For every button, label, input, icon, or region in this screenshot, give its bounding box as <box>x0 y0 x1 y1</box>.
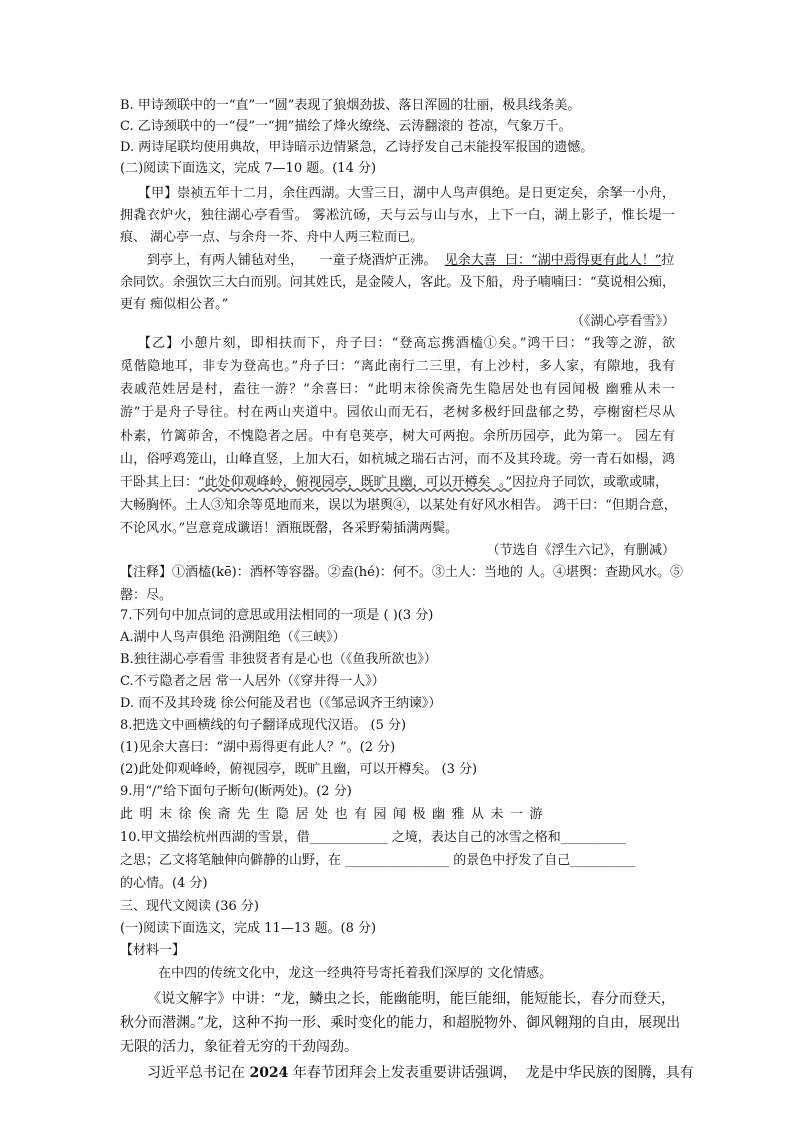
passage-yi-line: 觅偕隐地耳，非专为登高也。”舟子曰：“离此南行二三里，有上沙村，多人家，有隙地，我有 <box>120 359 675 374</box>
question-9-text: 此明末徐俟斋先生隐居处也有园闻极幽雅从未一游 <box>120 807 550 822</box>
material-paragraph <box>147 1063 694 1083</box>
question-8-sub-1: (1)见余大喜曰：“湖中焉得更有此人？”。(2 分) <box>120 740 396 755</box>
passage-yi-source: （节选自《浮生六记》，有删减） <box>486 543 675 558</box>
passage-jia-line: 拥毳衣炉火，独往湖心亭看雪。 雾凇沆砀，天与云与山与水，上下一白，湖上影子，惟长堤一 <box>120 208 675 223</box>
question-10-line: 的心情。(4 分) <box>120 876 208 891</box>
section-3-header: 三、现代文阅读 (36 分) <box>120 899 259 914</box>
passage-text: 因拉舟子同饮，或歌或啸， <box>512 475 669 490</box>
passage-jia-line: 痕、 湖心亭一点、与余舟一芥、舟中人两三粒而已。 <box>120 230 424 245</box>
year-text: 2024 <box>249 1065 289 1081</box>
passage-yi-line: 【乙】小憩片刻，即相扶而下，舟子曰：“登高忘携酒榼①矣。”鸿干曰：“我等之游，欲 <box>138 336 675 351</box>
passage-yi-line: 游”于是舟子导往。村在两山夹道中。园依山而无石，老树多极纡回盘郁之势，亭榭窗栏尽从 <box>120 405 675 420</box>
question-7-option-b: B.独往湖心亭看雪 非独贤者有是心也（《鱼我所欲也》） <box>120 652 437 667</box>
section-2-header: (二)阅读下面选文，完成 7—10 题。(14 分) <box>120 161 377 176</box>
passage-yi-line: 朴素，竹篱茆舍，不愧隐者之居。中有皂荚亭，树大可两抱。余所历园亭，此为第一。 园左有 <box>120 429 675 444</box>
passage-yi-line: 表戚范姓居是村，盍往一游？”余喜曰：“此明末徐俟斋先生隐居处也有园闻极 幽雅从未一 <box>120 382 675 397</box>
question-7-option-d: D. 而不及其玲珑 徐公何能及君也（《邹忌讽齐王纳谏》） <box>120 696 442 711</box>
passage-jia-line <box>147 251 675 271</box>
passage-jia-line: 【甲】崇祯五年十二月，余住西湖。大雪三日，湖中人鸟声俱绝。是日更定矣，余拏一小舟， <box>138 186 675 201</box>
option-d: D. 两诗尾联均使用典故，甲诗暗示边情紧急，乙诗抒发自己未能投军报国的遗憾。 <box>120 140 594 155</box>
passage-text: 年春节团拜会上发表重要讲话强调， 龙是中华民族的图腾，具有 <box>288 1065 694 1081</box>
question-8-sub-2: (2)此处仰观峰岭，俯视园亭，既旷且幽，可以开樽矣。 (3 分) <box>120 762 478 777</box>
passage-text: 拉 <box>661 253 675 268</box>
annotation-line: 罄：尽。 <box>120 588 173 603</box>
passage-yi-line <box>120 473 675 493</box>
question-10-line: 10.甲文描绘杭州西湖的雪景，借____________ 之境，表达自己的冰雪之格和__________ <box>120 830 626 845</box>
question-7-option-a: A.湖中人鸟声俱绝 沿溯阻绝（《三峡》） <box>120 630 346 645</box>
passage-yi-line: 大畅胸怀。土人③知余等觅地而来，误以为堪舆④，以某处有好风水相告。 鸿干曰：“但期合意， <box>120 498 677 513</box>
annotation-line: 【注释】①酒榼(kē)：酒杯等容器。②盍(hé)：何不。③土人：当地的 人。④堪舆：查勘风水。⑤ <box>120 565 684 580</box>
material-paragraph: 在中四的传统文化中，龙这一经典符号寄托着我们深厚的 文化情感。 <box>158 966 553 981</box>
passage-text: 到亭上，有两人铺毡对坐， 一童子烧酒炉正沸。 <box>147 253 445 268</box>
question-10-line: 之思；乙文将笔触伸向僻静的山野，在 ________________ 的景色中抒发了自己__________ <box>120 853 636 868</box>
section-3-sub-header: (一)阅读下面选文，完成 11—13 题。(8 分) <box>120 921 377 936</box>
question-8-stem: 8.把选文中画横线的句子翻译成现代汉语。 (5 分) <box>120 718 407 733</box>
passage-jia-source: （《湖心亭看雪》） <box>570 314 675 329</box>
question-7-option-c: C.不亏隐者之居 常一人居外（《穿井得一人》） <box>120 674 385 689</box>
passage-jia-line: 更有 痴似相公者。” <box>120 297 229 312</box>
material-paragraph: 无限的活力，象征着无穷的干劲闯劲。 <box>120 1039 358 1055</box>
passage-text: 干卧其上曰： <box>120 475 199 490</box>
passage-jia-line: 余同饮。余强饮三大白而别。问其姓氏，是金陵人，客此。及下船，舟子喃喃曰：“莫说相公痴， <box>120 275 675 290</box>
question-7-stem: 7.下列句中加点词的意思或用法相同的一项是 ( )(3 分) <box>120 608 434 623</box>
passage-text: 习近平总书记在 <box>147 1065 250 1081</box>
passage-yi-line: 山，俗呼鸡笼山，山峰直竖，上加大石，如杭城之瑞石古河，而不及其玲珑。旁一青石如榻，鸿 <box>120 452 675 467</box>
material-paragraph: 秋分而潜渊。”龙，这种不拘一形、乘时变化的能力，和超脱物外、御风翱翔的自由，展现出 <box>120 1015 681 1031</box>
underlined-sentence-1: 见余大喜 曰：“湖中焉得更有此人！” <box>444 253 662 268</box>
question-9-stem: 9.用“/”给下面句子断句(断两处)。(2 分) <box>120 784 352 799</box>
material-1-label: 【材料一】 <box>120 943 186 958</box>
option-b: B. 甲诗颈联中的一“直”一“圆”表现了狼烟劲拔、落日浑圆的壮丽，极具线条美。 <box>120 98 581 113</box>
material-paragraph: 《说文解字》中讲：“龙，鳞虫之长，能幽能明，能巨能细，能短能长，春分而登天， <box>147 991 675 1007</box>
underlined-sentence-2: “此处仰观峰岭，俯视园亭，既旷且幽，可以开樽矣 。” <box>198 475 513 490</box>
passage-yi-line: 不论风水。”岂意竟成谶语！酒瓶既罄，各采野菊插满两鬓。 <box>120 521 459 536</box>
option-c: C. 乙诗颈联中的一“侵”一“拥”描绘了烽火缭绕、云涛翻滚的 苍凉，气象万千。 <box>120 119 572 134</box>
